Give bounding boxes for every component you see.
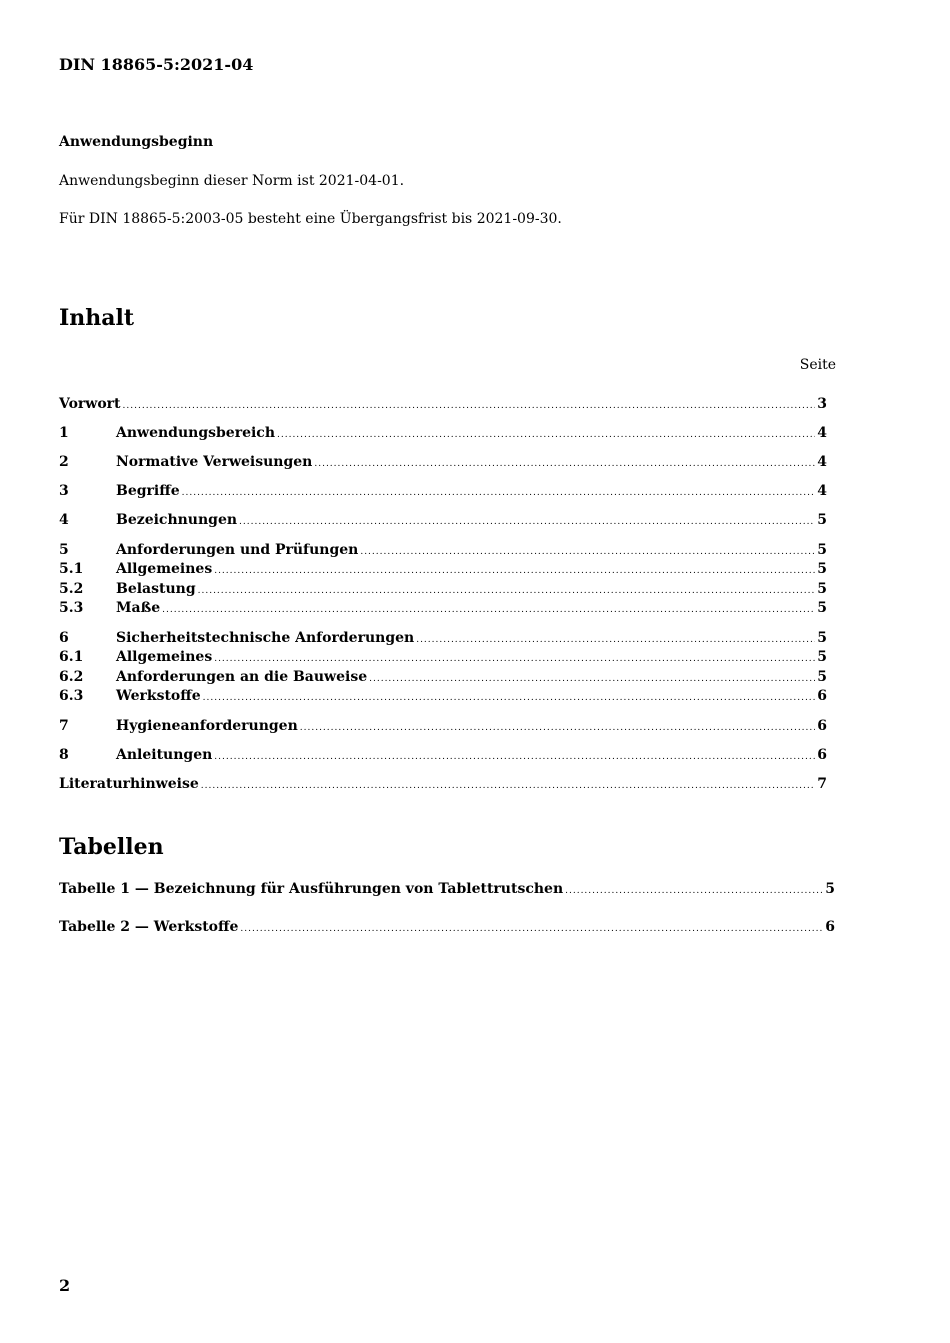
toc-entry-number: 6 <box>59 630 69 646</box>
toc-entry-title: Maße <box>116 600 161 616</box>
toc-entry-number: 5.3 <box>59 600 84 616</box>
toc-entry[interactable] <box>59 718 827 738</box>
toc-entry-number: 3 <box>59 483 69 499</box>
toc-leader-dots <box>360 547 815 557</box>
toc-entry[interactable] <box>59 581 827 601</box>
toc-entry-page: 5 <box>817 512 827 528</box>
toc-leader-dots <box>203 693 816 703</box>
toc-entry[interactable] <box>59 600 827 620</box>
toc-entry-page: 5 <box>817 630 827 646</box>
toc-entry-number: 5 <box>59 542 69 558</box>
toc-entry-number: 5.2 <box>59 581 84 597</box>
toc-entry-title: Anleitungen <box>116 747 213 763</box>
toc-entry-title: Anwendungsbereich <box>116 425 275 441</box>
toc-entry-title: Belastung <box>116 581 196 597</box>
toc-entry-page: 5 <box>817 561 827 577</box>
toc-leader-dots <box>300 723 815 733</box>
toc-leader-dots <box>565 886 823 896</box>
toc-entry-page: 5 <box>817 649 827 665</box>
toc-entry-title: Literaturhinweise <box>59 776 199 792</box>
table-list-entry[interactable] <box>59 881 835 901</box>
contents-heading: Inhalt <box>59 305 135 331</box>
toc-leader-dots <box>314 459 815 469</box>
page-column-label: Seite <box>799 357 836 373</box>
toc-entry-page: 7 <box>817 776 827 792</box>
toc-entry-number: 6.2 <box>59 669 84 685</box>
toc-entry-number: 7 <box>59 718 69 734</box>
toc-entry[interactable] <box>59 483 827 503</box>
toc-entry-page: 4 <box>817 454 827 470</box>
toc-entry-title: Vorwort <box>59 396 121 412</box>
toc-entry-number: 5.1 <box>59 561 84 577</box>
toc-entry-title: Normative Verweisungen <box>116 454 313 470</box>
toc-entry-title: Werkstoffe <box>116 688 201 704</box>
toc-leader-dots <box>239 517 815 527</box>
toc-leader-dots <box>198 586 816 596</box>
page-number: 2 <box>59 1276 71 1295</box>
table-entry-title: Tabelle 2 — Werkstoffe <box>59 919 239 935</box>
toc-entry[interactable] <box>59 512 827 532</box>
toc-entry[interactable] <box>59 649 827 669</box>
application-paragraph-2: Für DIN 18865-5:2003-05 besteht eine Übergangsfrist bis 2021-09-30. <box>59 211 562 227</box>
toc-entry[interactable] <box>59 542 827 562</box>
toc-entry-page: 4 <box>817 425 827 441</box>
toc-entry[interactable] <box>59 396 827 416</box>
toc-entry-page: 4 <box>817 483 827 499</box>
toc-leader-dots <box>369 674 815 684</box>
table-list-entry[interactable] <box>59 919 835 939</box>
toc-entry-page: 3 <box>817 396 827 412</box>
toc-entry-page: 6 <box>817 718 827 734</box>
toc-entry-page: 5 <box>817 581 827 597</box>
toc-entry-title: Bezeichnungen <box>116 512 238 528</box>
toc-leader-dots <box>277 430 815 440</box>
toc-leader-dots <box>416 635 815 645</box>
toc-entry-title: Sicherheitstechnische Anforderungen <box>116 630 415 646</box>
toc-entry-title: Anforderungen an die Bauweise <box>116 669 368 685</box>
toc-leader-dots <box>162 605 815 615</box>
toc-leader-dots <box>201 781 816 791</box>
table-entry-page: 5 <box>825 881 835 897</box>
toc-entry[interactable] <box>59 630 827 650</box>
toc-entry-page: 5 <box>817 669 827 685</box>
toc-leader-dots <box>240 924 823 934</box>
toc-entry-page: 6 <box>817 747 827 763</box>
toc-entry-number: 6.3 <box>59 688 84 704</box>
toc-entry-page: 5 <box>817 542 827 558</box>
document-id: DIN 18865-5:2021-04 <box>59 55 254 74</box>
toc-entry-number: 4 <box>59 512 69 528</box>
toc-leader-dots <box>182 488 816 498</box>
toc-entry-number: 6.1 <box>59 649 84 665</box>
toc-entry-number: 8 <box>59 747 69 763</box>
toc-entry-title: Anforderungen und Prüfungen <box>116 542 359 558</box>
toc-entry[interactable] <box>59 688 827 708</box>
toc-entry[interactable] <box>59 425 827 445</box>
toc-entry-page: 6 <box>817 688 827 704</box>
application-heading: Anwendungsbeginn <box>59 134 214 150</box>
toc-entry-title: Hygieneanforderungen <box>116 718 298 734</box>
document-page <box>59 0 836 1343</box>
toc-entry-page: 5 <box>817 600 827 616</box>
toc-entry-title: Begriffe <box>116 483 180 499</box>
toc-leader-dots <box>214 654 815 664</box>
toc-entry-number: 2 <box>59 454 69 470</box>
application-paragraph-1: Anwendungsbeginn dieser Norm ist 2021-04-01. <box>59 173 405 189</box>
table-entry-page: 6 <box>825 919 835 935</box>
toc-entry[interactable] <box>59 561 827 581</box>
toc-entry[interactable] <box>59 747 827 767</box>
toc-entry-number: 1 <box>59 425 69 441</box>
tables-heading: Tabellen <box>59 834 164 860</box>
toc-entry[interactable] <box>59 454 827 474</box>
toc-entry-title: Allgemeines <box>116 649 213 665</box>
toc-leader-dots <box>214 566 815 576</box>
toc-entry[interactable] <box>59 776 827 796</box>
table-entry-title: Tabelle 1 — Bezeichnung für Ausführungen von Tablettrutschen <box>59 881 564 897</box>
toc-entry[interactable] <box>59 669 827 689</box>
toc-entry-title: Allgemeines <box>116 561 213 577</box>
toc-leader-dots <box>214 752 815 762</box>
toc-leader-dots <box>123 401 816 411</box>
